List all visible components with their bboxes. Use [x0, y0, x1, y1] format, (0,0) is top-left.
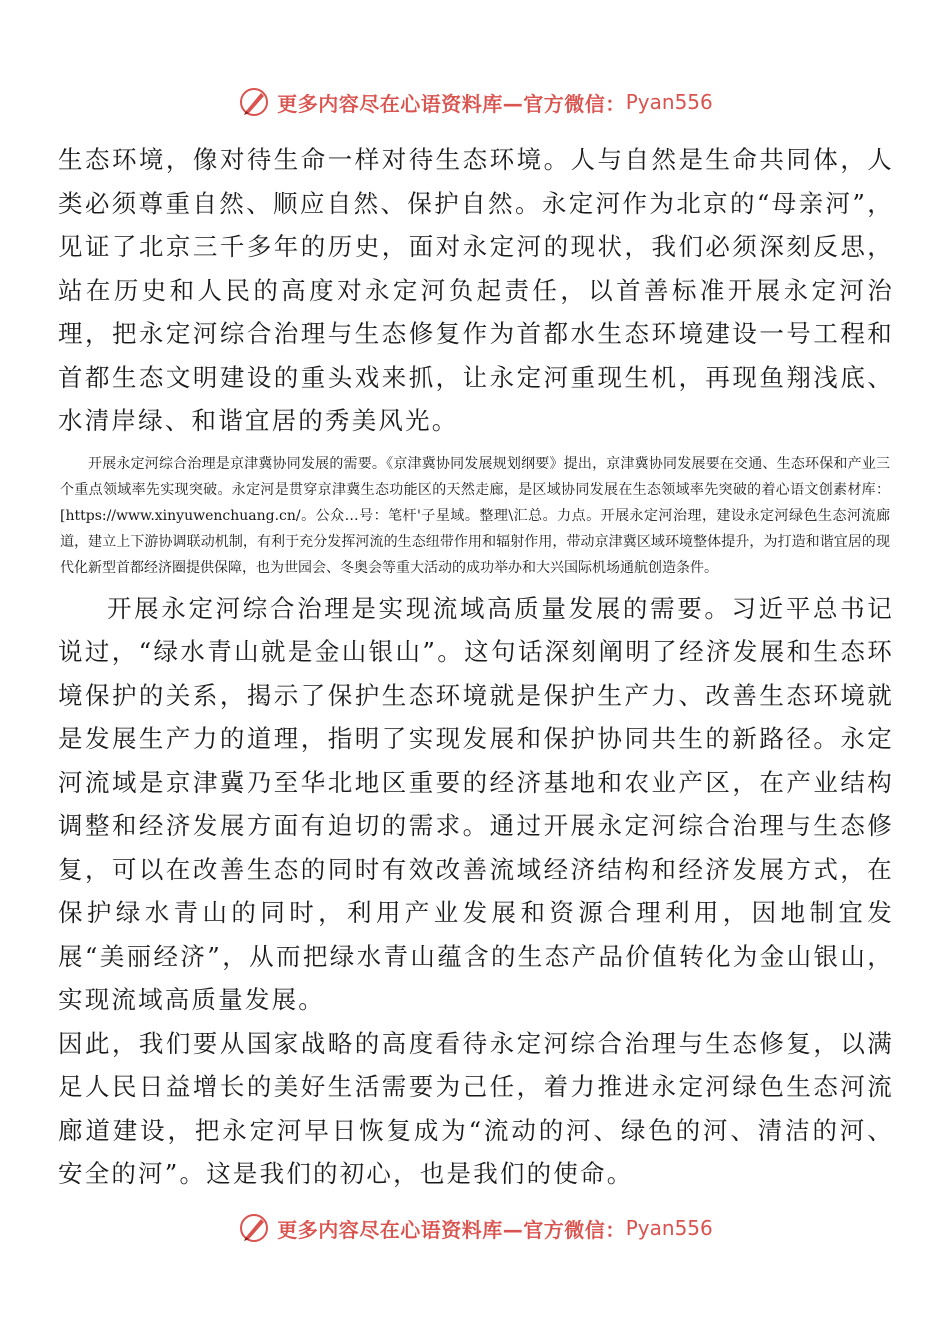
paragraph-1: 生态环境，像对待生命一样对待生态环境。人与自然是生命共同体，人类必须尊重自然、顺应自然、保护自然。永定河作为北京的“母亲河”，见证了北京三千多年的历史，面对永定河的现状，我们必须深刻反思，站在历史和人民的高度对永定河负起责任，以首善标准开展永定河治理，把永定河综合治理与生态修复作为首都水生态环境建设一号工程和首都生态文明建设的重头戏来抓，让永定河重现生机，再现鱼翔浅底、水清岸绿、和谐宜居的秀美风光。	[58, 145, 894, 435]
banner-wechat-id: Pyan556	[625, 90, 713, 114]
footer-banner	[0, 1208, 950, 1248]
paragraph-4: 因此，我们要从国家战略的高度看待永定河综合治理与生态修复，以满足人民日益增长的美好生活需要为己任，着力推进永定河绿色生态河流廊道建设，把永定河早日恢复成为“流动的河、绿色的河、清洁的河、安全的河”。这是我们的初心，也是我们的使命。	[58, 1028, 894, 1188]
banner-wechat-id: Pyan556	[625, 1216, 713, 1240]
pen-logo-icon	[237, 85, 271, 119]
banner-text: 更多内容尽在心语资料库—官方微信：	[277, 1217, 626, 1242]
paragraph-2: 开展永定河综合治理是京津冀协同发展的需要。《京津冀协同发展规划纲要》提出，京津冀协同发展要在交通、生态环保和产业三个重点领域率先实现突破。永定河是贯穿京津冀生态功能区的天然走廊，是区域协同发展在生态领域率先突破的着心语文创素材库：[https://www.xinyuwenchuang.cn/。公众…号：笔杆'子星域。整理\汇总。力点。开展永定河治理，建设永定河绿色生态河流廊道，建立上下游协调联动机制，有利于充分发挥河流的生态纽带作用和辐射作用，带动京津冀区域环境整体提升，为打造和谐宜居的现代化新型首都经济圈提供保障，也为世园会、冬奥会等重大活动的成功举办和大兴国际机场通航创造条件。	[60, 455, 890, 576]
pen-logo-icon	[237, 1211, 271, 1245]
banner-text: 更多内容尽在心语资料库—官方微信：	[277, 91, 626, 116]
header-banner	[0, 82, 950, 122]
document-body	[58, 138, 894, 1196]
paragraph-3: 开展永定河综合治理是实现流域高质量发展的需要。习近平总书记说过，“绿水青山就是金山银山”。这句话深刻阐明了经济发展和生态环境保护的关系，揭示了保护生态环境就是保护生产力、改善生态环境就是发展生产力的道理，指明了实现发展和保护协同共生的新路径。永定河流域是京津冀乃至华北地区重要的经济基地和农业产区，在产业结构调整和经济发展方面有迫切的需求。通过开展永定河综合治理与生态修复，可以在改善生态的同时有效改善流域经济结构和经济发展方式，在保护绿水青山的同时，利用产业发展和资源合理利用，因地制宜发展“美丽经济”，从而把绿水青山蕴含的生态产品价值转化为金山银山，实现流域高质量发展。	[58, 593, 894, 1014]
